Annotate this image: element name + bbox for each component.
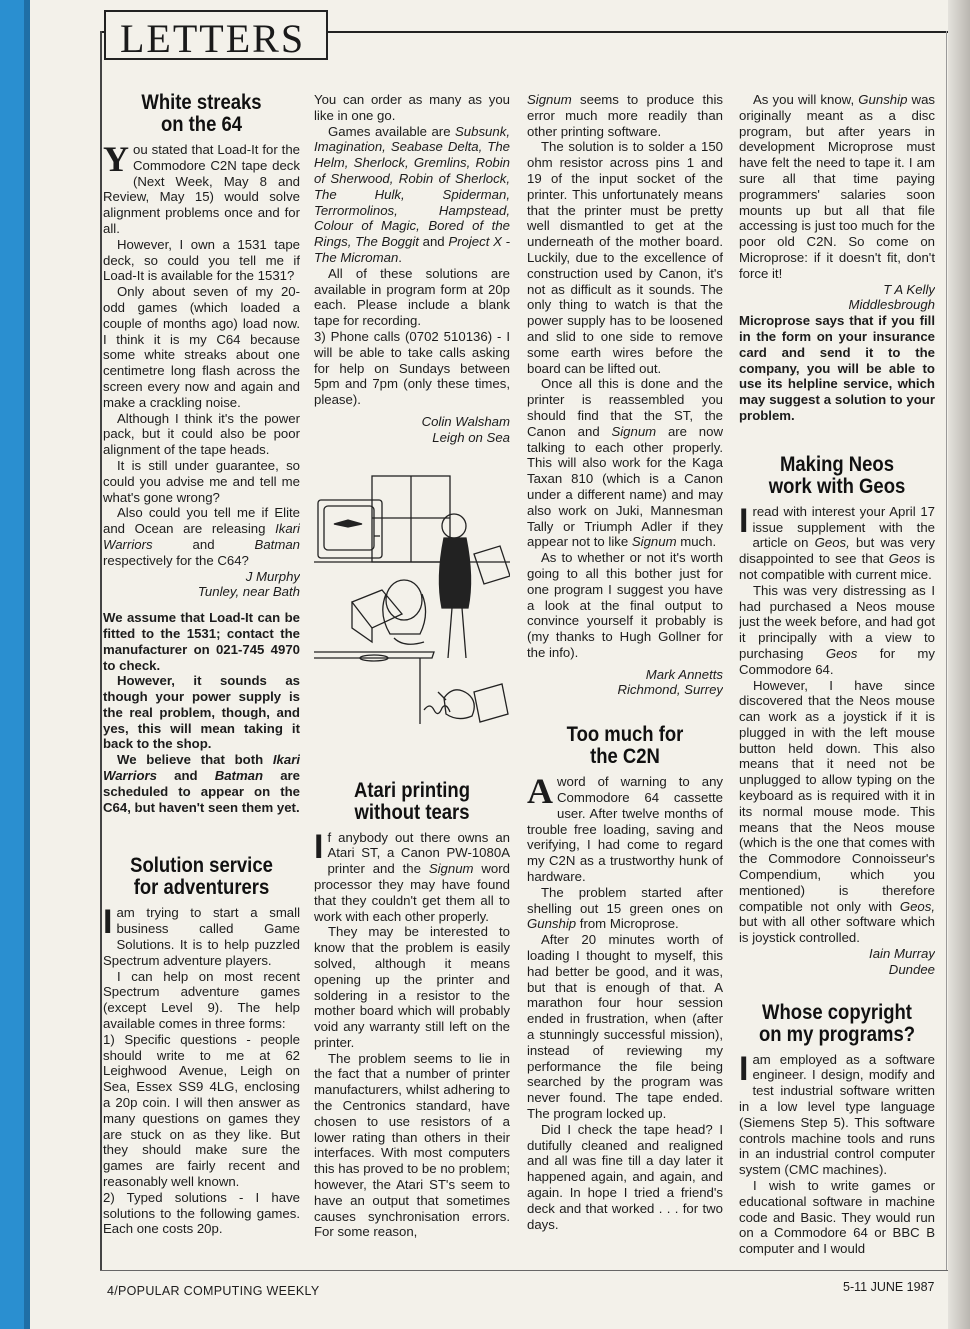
signature-name: Colin Walsham — [421, 413, 510, 429]
letter-paragraph: After 20 minutes worth of loading I thought to myself, this had better be good, and it was, but that is enough of that. A marathon four hour session ended in frustration, when (after a stunningly successful mission), instead of reviewing my performance the file being searched by the program was never found. The tape ended. The program locked up. — [527, 932, 723, 1122]
letter-paragraph: 3) Phone calls (0702 510136) - I will be able to take calls asking for help on Sundays between 5pm and 7pm (only these times, please). — [314, 328, 510, 408]
cartoon-drawing — [314, 462, 510, 732]
signature-place: Leigh on Sea — [432, 429, 510, 445]
letter-paragraph: I wish to write games or educational software in machine code and Basic. They would run on a Commodore 64 or BBC B computer and I would — [739, 1178, 935, 1257]
letter-paragraph: Iam trying to start a small business called Game Solutions. It is to help puzzled Spectrum adventure players. — [103, 903, 300, 968]
editor-reply: Microprose says that if you fill in the form on your insurance card and send it to the company, you will be able to use its helpline service, which may suggest a solution to your problem. — [739, 313, 935, 423]
letter-paragraph: Did I check the tape head? I dutifully cleaned and realigned and all was fine till a day later it happened again, and again, and again. In hope I tried a friend's deck and that worked . . . for two days. — [527, 1121, 723, 1232]
letter-paragraph: Once all this is done and the printer is reassembled you should find that the ST, the Canon and Signum are now talking to each other properly. This will also work for the Kaga Taxan 810 (which is a Canon under a different name) and may also work on Juki, Mannesman Tally or Triumph Adler if they appear not to like Signum much. — [527, 376, 723, 550]
letter-paragraph: However, I have since discovered that the Neos mouse can work as a joystick if it is plugged in with the left mouse button held down. This also means that it need not be unplugged to allow typing on the keyboard as is required with it in its normal mouse mode. This means that the Neos mouse (which is the one that comes with the Commodore Connoisseur's Compendium, which you mentioned) is therefore compatible not only with Geos, but with all other software which is joystick controlled. — [739, 677, 935, 946]
letter-paragraph: 1) Specific questions - people should write to me at 62 Leighwood Avenue, Leigh on Sea, Essex SS9 4LG, enclosing a 20p coin. I will then answer as many questions on games they are stuck on as they like. But they should make sure the games are fairly recent and reasonably well known. — [103, 1031, 300, 1190]
signature-name: T A Kelly — [883, 281, 935, 297]
footer-date: 5-11 JUNE 1987 — [843, 1280, 935, 1294]
signature-name: Mark Annetts — [645, 666, 723, 682]
frame-left-rule — [100, 31, 102, 1271]
letter-paragraph: Although I think it's the power pack, but it could also be poor alignment of the tape heads. — [103, 410, 300, 458]
letter-paragraph: Only about seven of my 20-odd games (which loaded a couple of months ago) load now. I think it is my C64 because some white streaks about one centimetre long flash across the screen every now and again and make a crackling noise. — [103, 284, 300, 410]
signature-place: Middlesbrough — [848, 297, 935, 313]
letter-paragraph: As you will know, Gunship was originally meant as a disc program, but after years in development Microprose must have felt the need to tape it. I am sure all that time paying programmers' salaries soon mounts up but all that file accessing is just too much for the poor old C2N. So come on Microprose: if it doesn't fit, don't force it! — [739, 92, 935, 281]
frame-bottom-rule — [100, 1270, 948, 1271]
column-4 — [739, 92, 935, 1267]
letter-paragraph: This was very distressing as I had purchased a Neos mouse just the week before, and had got it principally with a view to purchasing Geos for my Commodore 64. — [739, 582, 935, 677]
editor-reply: We believe that both Ikari Warriors and Batman are scheduled to appear on the C64, but haven't seen them yet. — [103, 752, 300, 815]
letter-paragraph: You stated that Load-It for the Commodore C2N tape deck (Next Week, May 8 and Review, May 15) would solve alignment problems once and for all. — [103, 139, 300, 236]
footer-page-label: 4/POPULAR COMPUTING WEEKLY — [107, 1284, 320, 1298]
letter-paragraph: I am employed as a software engineer. I design, modify and test industrial software written in a low level type language (Siemens Step 5). This software controls machine tools and runs in an industrial control computer system (CMC machines). — [739, 1049, 935, 1178]
letter-paragraph: Signum seems to produce this error much more readily than other printing software. — [527, 92, 723, 139]
frame-right-rule — [946, 31, 947, 1271]
column-3 — [527, 92, 723, 1267]
letter-paragraph: 2) Typed solutions - I have solutions to the following games. Each one costs 20p. — [103, 1189, 300, 1237]
headline-neos-geos: Making Neos work with Geos — [768, 452, 906, 498]
letter-paragraph: All of these solutions are available in program form at 20p each. Please include a blank tape for recording. — [314, 265, 510, 329]
section-title: LETTERS — [120, 16, 306, 61]
letter-paragraph: A word of warning to any Commodore 64 cassette user. After twelve months of trouble free loading, saving and verifying, I had come to regard my C2N as a trustworthy hunk of hardware. — [527, 771, 723, 885]
letter-paragraph: They may be interested to know that the problem is easily solved, although it means opening up the printer and soldering in a resistor to the mother board which will probably void any warranty still left on the printer. — [314, 924, 510, 1050]
letter-paragraph: Games available are Subsunk, Imagination, Seabase Delta, The Helm, Sherlock, Gremlins, Robin of Sherwood, Robin of Sherlock, The Hulk, Spiderman, Terrormolinos, Hampstead, Colour of Magic, Bored of the Rings, The Boggit and Project X - The Microman. — [314, 123, 510, 265]
cartoon-illustration — [314, 462, 510, 732]
section-title-box — [104, 10, 328, 60]
signature-name: Iain Murray — [869, 946, 935, 962]
letter-paragraph: I can help on most recent Spectrum adventure games (except Level 9). The help available comes in three forms: — [103, 968, 300, 1032]
letter-paragraph: The problem started after shelling out 15 green ones on Gunship from Microprose. — [527, 884, 723, 932]
headline-white-streaks: White streaks on the 64 — [141, 92, 262, 136]
letter-paragraph: You can order as many as you like in one go. — [314, 92, 510, 123]
signature-name: J Murphy — [245, 568, 300, 584]
headline-too-much: Too much for the C2N — [566, 723, 684, 769]
letter-paragraph: The solution is to solder a 150 ohm resistor across pins 1 and 19 of the input socket of the printer. This unfortunately means that the printer must be pretty well dismantled to get at the underneath of the mother board. Luckily, due to the excellence of construction used by Canon, it's not as difficult as it sounds. The only thing to watch is that the power supply has to be loosened and slid to one side to remove some earth wires before the board can be lifted out. — [527, 139, 723, 376]
letter-paragraph: As to whether or not it's worth going to all this bother just for one program I suggest you have a look at the final output to convince yourself it probably is (my thanks to Hugh Gollner for the info). — [527, 550, 723, 660]
letter-paragraph: If anybody out there owns an Atari ST, a Canon PW-1080A printer and the Signum word processor they may have found that they couldn't get them all to work with each other properly. — [314, 827, 510, 924]
column-1 — [103, 92, 300, 1267]
letter-paragraph: The problem seems to lie in the fact that a number of printer manufacturers, whilst adhering to the Centronics standard, have chosen to use resistors of a lower rating than others in their interfaces. With most computers this has proved to be no problem; however, the Atari ST's seem to have an output that sometimes causes synchronisation errors. For some reason, — [314, 1050, 510, 1240]
letter-paragraph: It is still under guarantee, so could you advise me and tell me what's gone wrong? — [103, 457, 300, 505]
letter-paragraph: However, I own a 1531 tape deck, so could you tell me if Load-It is available for the 1531? — [103, 236, 300, 284]
signature-place: Dundee — [888, 961, 935, 977]
headline-solution-service: Solution service for adventurers — [130, 854, 273, 900]
page-edge-shadow — [948, 0, 970, 1329]
column-2 — [314, 92, 510, 1267]
editor-reply: However, it sounds as though your power supply is the real problem, though, and yes, this will mean taking it back to the shop. — [103, 673, 300, 752]
letter-paragraph: I read with interest your April 17 issue supplement with the article on Geos, but was very disappointed to see that Geos is not compatible with current mice. — [739, 501, 935, 582]
signature-place: Tunley, near Bath — [197, 584, 300, 600]
editor-reply: We assume that Load-It can be fitted to the 1531; contact the manufacturer on 021-745 4970 to check. — [103, 610, 300, 673]
headline-copyright: Whose copyright on my programs? — [758, 1000, 916, 1046]
signature-place: Richmond, Surrey — [617, 682, 723, 698]
blue-margin-strip — [0, 0, 30, 1329]
headline-atari-printing: Atari printing without tears — [353, 778, 470, 824]
letter-paragraph: Also could you tell me if Elite and Ocean are releasing Ikari Warriors and Batman respectively for the C64? — [103, 505, 300, 568]
